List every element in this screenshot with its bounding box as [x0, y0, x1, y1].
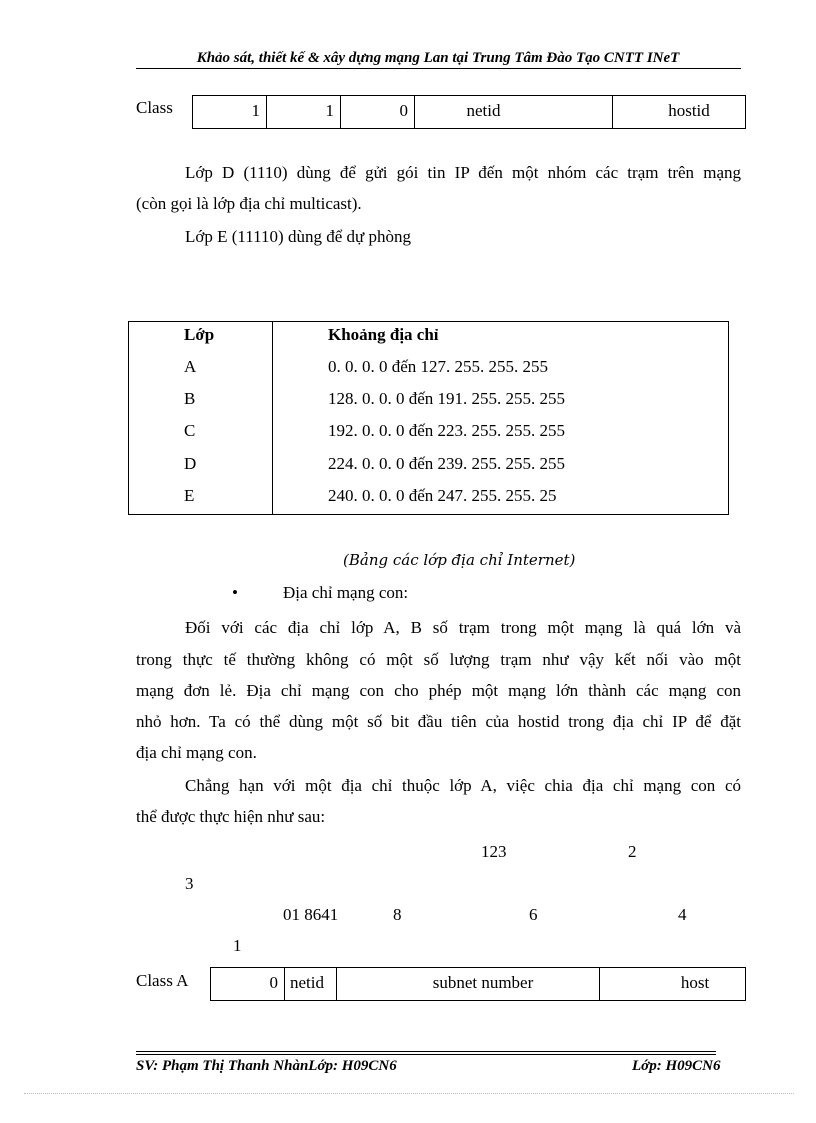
header-rule	[136, 68, 741, 69]
table-row-d-range: 224. 0. 0. 0 đến 239. 255. 255. 255	[328, 454, 566, 473]
paragraph-class-d-line2: (còn gọi là lớp địa chỉ multicast).	[136, 194, 362, 213]
subnet-para1-line3: mạng đơn lẻ. Địa chỉ mạng con cho phép một mạng lớn thành các mạng con	[136, 681, 741, 700]
paragraph-class-e: Lớp E (11110) dùng để dự phòng	[185, 227, 411, 246]
subnet-para1-line1: Đối với các địa chỉ lớp A, B số trạm trong một mạng là quá lớn và	[185, 618, 741, 637]
paragraph-class-d-line1: Lớp D (1110) dùng để gửi gói tin IP đến một nhóm các trạm trên mạng	[185, 163, 741, 182]
footer-rule	[136, 1054, 716, 1055]
table-header-range: Khoảng địa chỉ	[328, 325, 439, 344]
page-header-title: Khảo sát, thiết kế & xây dựng mạng Lan tại Trung Tâm Đào Tạo CNTT INeT	[196, 50, 680, 66]
class-c-bit-3: 0	[340, 95, 415, 129]
bit-number: 123	[481, 842, 507, 861]
class-a-bit-0: 0	[210, 967, 285, 1001]
class-c-hostid: hostid	[612, 95, 746, 129]
table-row-c-class: C	[184, 421, 196, 440]
table-row-a-range: 0. 0. 0. 0 đến 127. 255. 255. 255	[328, 357, 549, 376]
class-c-bit-2: 1	[266, 95, 341, 129]
class-a-netid: netid	[284, 967, 337, 1001]
subnet-para1-line5: địa chỉ mạng con.	[136, 743, 257, 762]
subnet-heading: Địa chỉ mạng con:	[283, 583, 409, 602]
footer-rule	[136, 1051, 716, 1052]
table-row-a-class: A	[184, 357, 197, 376]
bit-number: 3	[185, 874, 194, 893]
table-row-d-class: D	[184, 454, 197, 473]
class-a-subnet-number: subnet number	[336, 967, 600, 1001]
page-bottom-dotted-line	[24, 1093, 794, 1094]
subnet-para1-line2: trong thực tế thường không có một số lượng trạm như vậy kết nối vào một	[136, 650, 741, 669]
subnet-para2-line1: Chẳng hạn với một địa chỉ thuộc lớp A, việc chia địa chỉ mạng con có	[185, 776, 741, 795]
table-caption: (Bảng các lớp địa chỉ Internet)	[343, 551, 576, 569]
class-a-label: Class A	[136, 971, 189, 990]
bit-number: 1	[233, 936, 242, 955]
footer-class: Lớp: H09CN6	[632, 1058, 721, 1074]
footer-student: SV: Phạm Thị Thanh NhànLớp: H09CN6	[136, 1058, 397, 1074]
class-c-bit-1: 1	[192, 95, 267, 129]
table-divider	[272, 321, 273, 515]
bit-number: 8	[393, 905, 402, 924]
table-row-e-class: E	[184, 486, 195, 505]
subnet-para1-line4: nhỏ hơn. Ta có thể dùng một số bit đầu tiên của hostid trong địa chỉ IP để đặt	[136, 712, 741, 731]
table-row-b-class: B	[184, 389, 196, 408]
class-c-label: Class	[136, 98, 173, 117]
bullet-icon: •	[232, 583, 238, 602]
table-row-e-range: 240. 0. 0. 0 đến 247. 255. 255. 25	[328, 486, 557, 505]
subnet-para2-line2: thể được thực hiện như sau:	[136, 807, 326, 826]
bit-number: 6	[529, 905, 538, 924]
bit-number: 2	[628, 842, 637, 861]
table-header-class: Lớp	[184, 325, 215, 344]
class-c-netid: netid	[414, 95, 613, 129]
bit-number: 01 8641	[283, 905, 339, 924]
table-row-b-range: 128. 0. 0. 0 đến 191. 255. 255. 255	[328, 389, 566, 408]
bit-number: 4	[678, 905, 687, 924]
table-row-c-range: 192. 0. 0. 0 đến 223. 255. 255. 255	[328, 421, 566, 440]
class-a-host: host	[599, 967, 746, 1001]
